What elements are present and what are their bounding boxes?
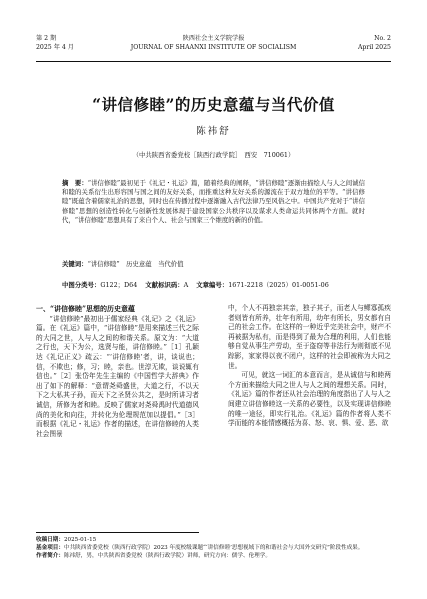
article-number-label: 文章编号： [196,281,229,289]
author-affiliation: （中共陕西省委党校［陕西行政学院］ 西安 710061） [132,151,295,159]
abstract-label: 摘 要： [62,179,88,187]
header-divider [36,61,391,62]
classification-line [62,281,365,290]
issue-date-cn: 2025 年 4 月 [36,44,74,51]
clc-value: G122；D64 [100,281,138,289]
received-value: 2025-01-15 [63,537,97,543]
body-paragraph: 中，个人不再独亲其亲，独子其子，而老人与鳏寡孤疾者则皆有所养，壮年有所用，幼年有所长，男女都有自己的社会工作。在这样的一种近乎完美社会中，财产不再被据为私有，而是得到了最为合理的利用，人们也能够自觉从事生产劳动，至于盗窃等非法行为则彻底不见踪影，家家得以夜不闭户，这样的社会即被称为大同之世。 [228,304,391,370]
keywords-text: “讲信修睦” 历史意蕴 当代价值 [87,260,184,268]
keywords-label: 关键词： [62,260,88,268]
doc-code-label: 文献标识码： [145,281,184,289]
body-column-right [228,304,391,429]
body-paragraph: “讲信修睦”最初出于儒家经典《礼记》之《礼运》篇。在《礼运》篇中，“讲信修睦”是用来描述三代之际的大同之世，人与人之间的和谐关系。原文为：“大道之行也，天下为公，选贤与能，讲信修睦。”［1］孔颖达《礼记正义》疏云：“‘讲信修睦’者，讲，谈说也；信，不欺也；修，习；睦，亲也。世淳无欺，谈说辄有信也。”［2］张岱年先生主编的《中国哲学大辞典》作出了如下的解释：“意谓尧舜盛世，大道之行，不以天下之大私其子孙，而天下之圣贤公共之，是时所讲习者诚信，所修为者和睦。反映了儒家对尧舜禹时代道德风尚的美化和向往，并转化为伦理规范加以提倡。”［3］而根据《礼记・礼运》作者的描述，在讲信修睦的人类社会图景 [36,314,199,438]
clc-label: 中图分类号： [62,281,101,289]
author-bio-label: 作者简介： [36,553,64,560]
author-bio [36,552,391,560]
received-date [36,536,391,544]
abstract-text: “讲信修睦”最初见于《礼记・礼运》篇，随着经典的阐释，“讲信修睦”逐渐由描绘人与人之间诚信和睦的关系衍生出形容国与国之间的友好关系，而推重这种友好关系的源流在于双方地位的平等。“讲信修睦”既蕴含着儒家礼治的思想，同时也在传播过程中逐渐融入古代法律乃至风俗之中。中国共产党对于“讲信修睦”思想的创造性转化与创新性发展体现于建设国家公共秩序以及谋求人类命运共同体两个方面。就时代，“讲信修睦”思想具有了来自个人、社会与国家三个维度的新的价值。 [62,179,365,224]
issue-number: 第 2 期 [36,35,57,42]
issue-date-en: April 2025 [357,44,391,51]
doc-code-value: A [183,281,189,289]
journal-name-cn: 陕西社会主义学院学报 [182,35,245,42]
received-label: 收稿日期： [36,537,64,543]
body-paragraph: 可见，就这一词汇的本意而言，是从诚信与和睦两个方面来描绘大同之世人与人之间的理想关系。同时，《礼运》篇的作者还从社会治理的角度指出了人与人之间建立讲信修睦这一关系的必要性，以及实现讲信修睦的唯一途径，即实行礼治。《礼运》篇的作者将人类不学而能的本能情感概括为喜、怒、哀、惧、爱、恶、欲 [228,371,391,428]
running-header [36,34,391,60]
fund-label: 基金项目： [36,545,64,552]
section-heading: 一、“讲信修睦”思想的历史意蕴 [36,304,136,313]
article-number-value: 1671-2218（2025）01-0051-06 [228,281,329,289]
header-center [96,34,331,52]
issue-number-en: No. 2 [374,35,391,42]
journal-name-en: JOURNAL OF SHAANXI INSTITUTE OF SOCIALISM [130,44,297,51]
header-right [358,34,391,52]
body-column-left [36,304,199,439]
article-title: “讲信修睦”的历史意蕴与当代价值 [92,95,335,114]
footnote-divider [36,532,199,533]
keywords [62,260,365,269]
fund-value: 中共陕西省委党校（陕西行政学院）2023 年度校级课题“‘讲信修睦’思想视域下的和谐社会与大国外交研究”阶段性成果。 [63,545,364,552]
footnotes [36,536,391,561]
abstract [62,179,365,225]
article-author: 陈祎舒 [196,126,231,137]
header-left [36,34,74,52]
author-bio-value: 陈祎舒，男，中共陕西省委党校（陕西行政学院）讲师，研究方向：儒学、伦理学。 [63,553,271,560]
fund-project [36,544,391,552]
